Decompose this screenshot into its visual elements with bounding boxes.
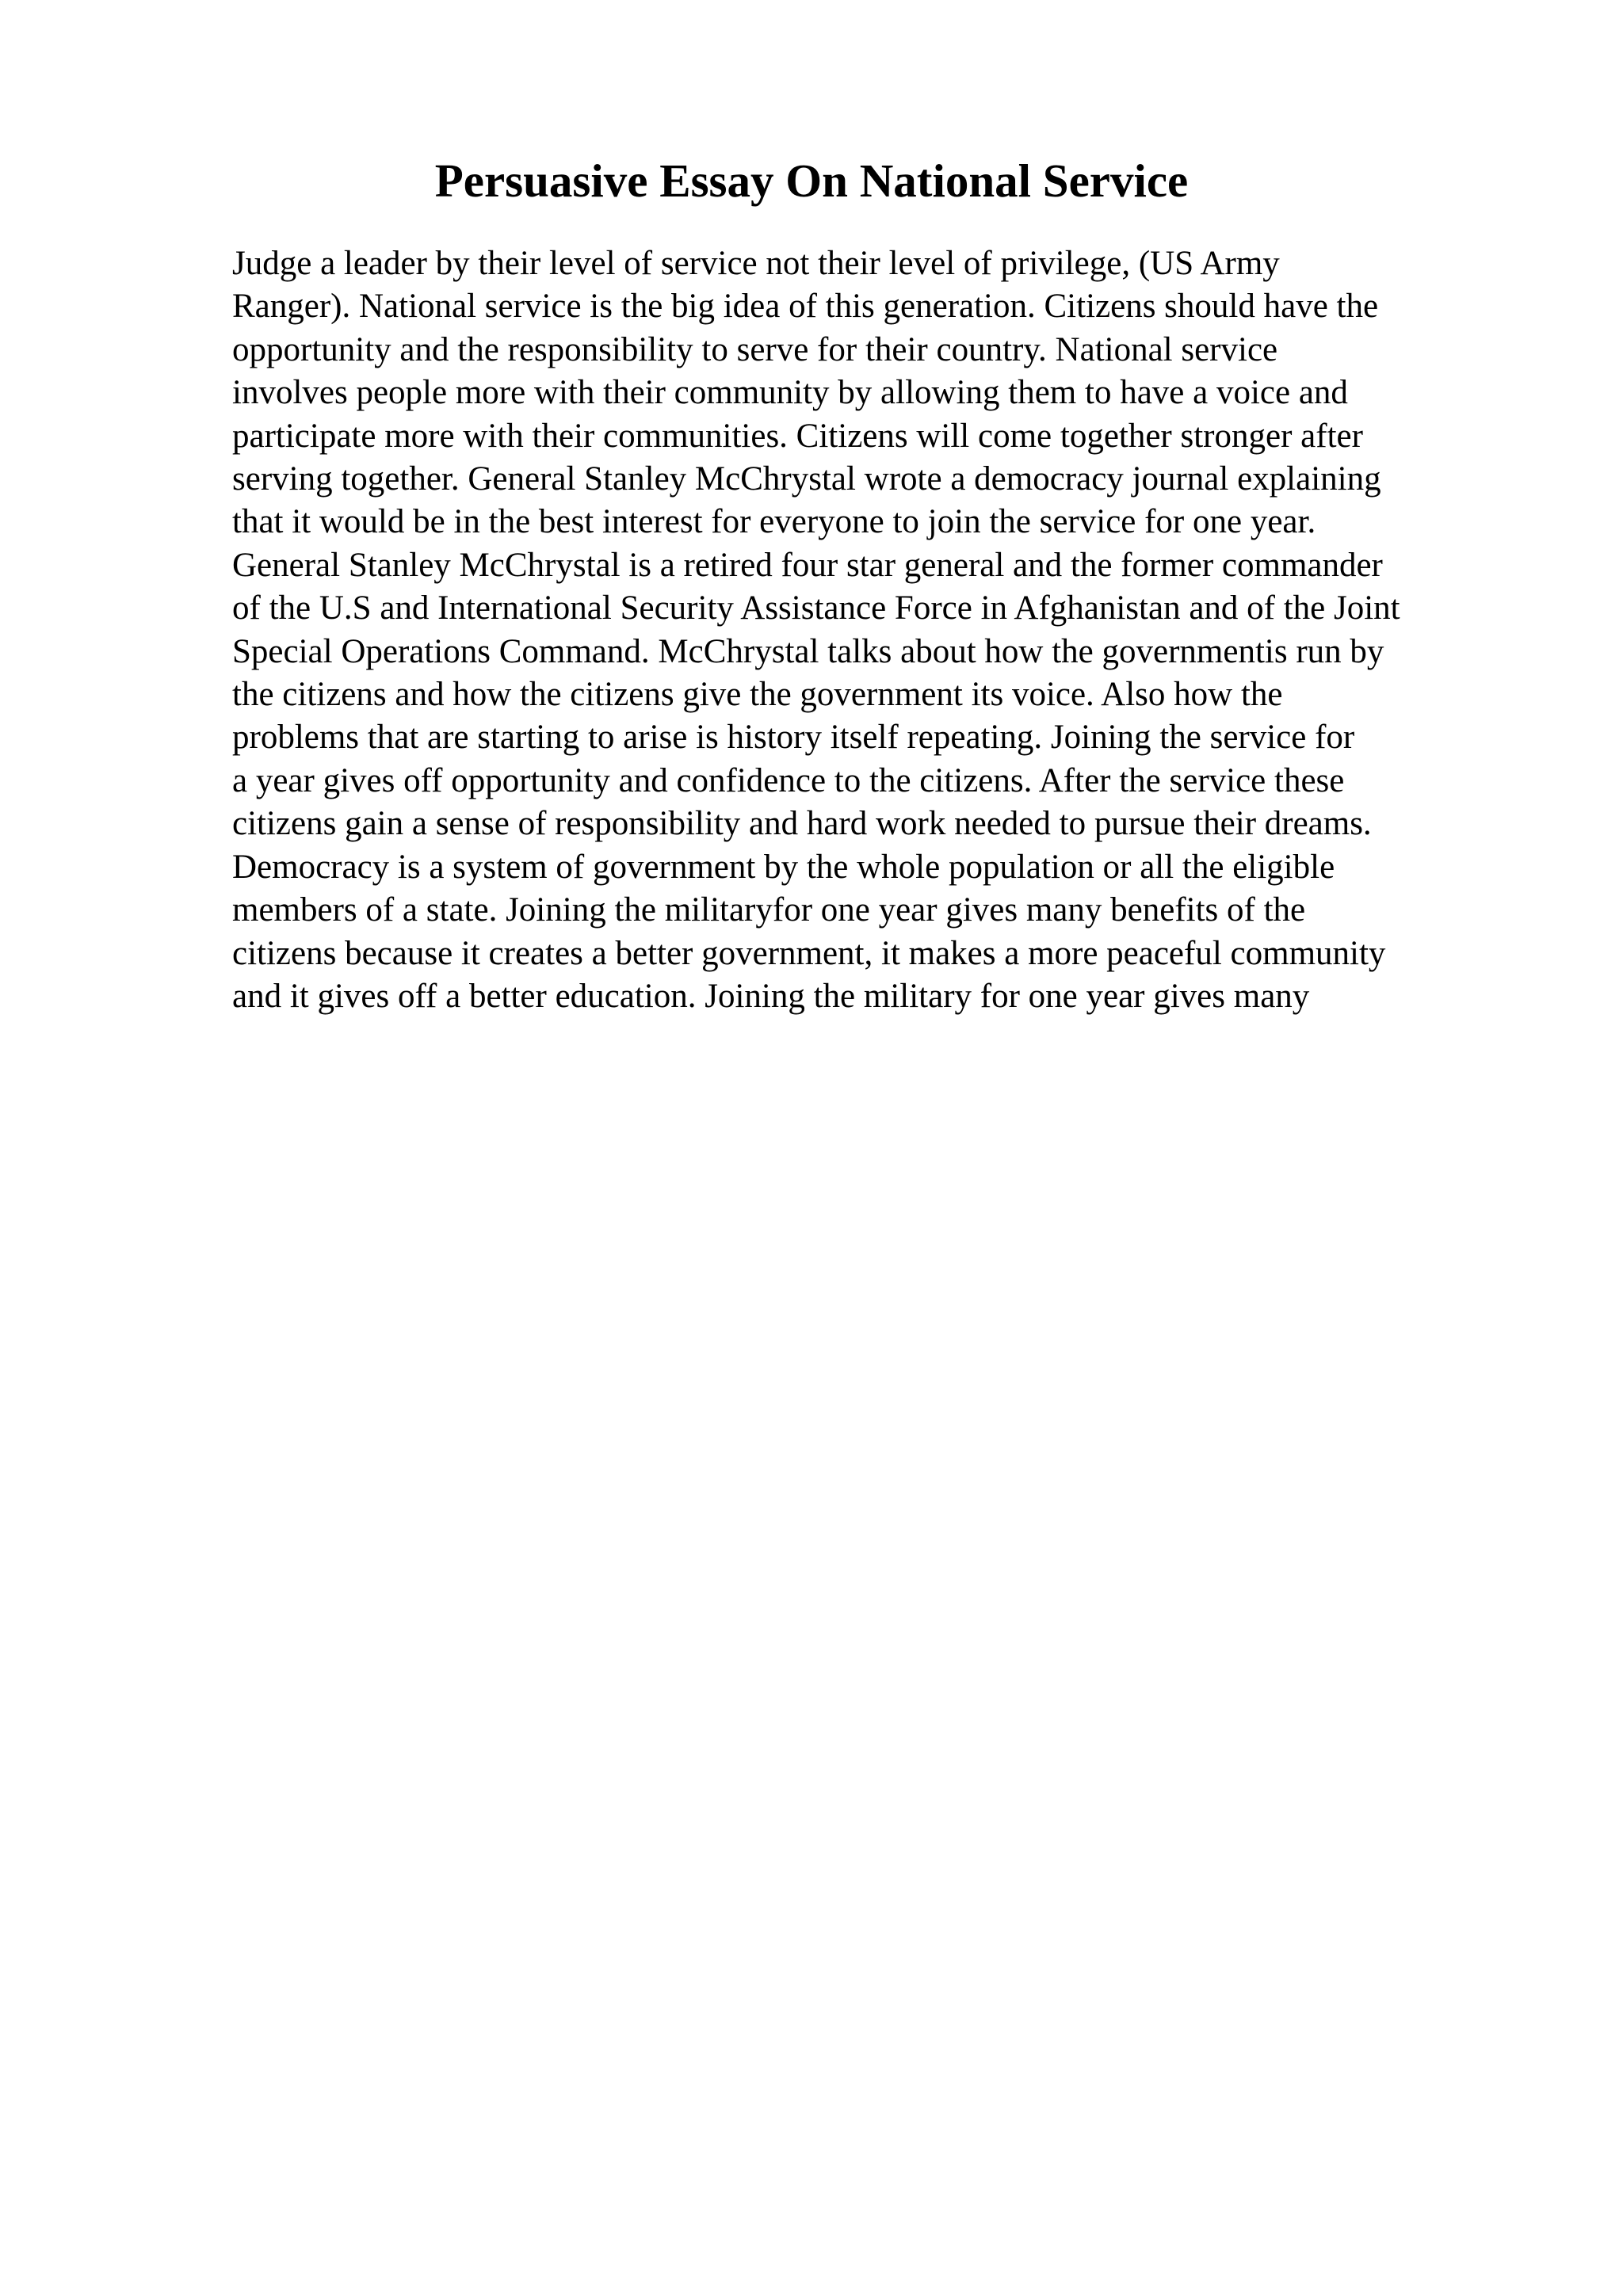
essay-line: opportunity and the responsibility to serve for their country. National service	[232, 330, 1278, 368]
essay-line: General Stanley McChrystal is a retired four star general and the former commander	[232, 546, 1383, 584]
essay-line: a year gives off opportunity and confidence to the citizens. After the service these	[232, 761, 1345, 799]
essay-line: of the U.S and International Security Assistance Force in Afghanistan and of the Joint	[232, 589, 1400, 627]
essay-line: Democracy is a system of government by the whole population or all the eligible	[232, 848, 1335, 886]
essay-line: Judge a leader by their level of service not their level of privilege, (US Army	[232, 245, 1280, 282]
document-title: Persuasive Essay On National Service	[434, 154, 1189, 207]
essay-line: citizens because it creates a better government, it makes a more peaceful community	[232, 934, 1386, 972]
essay-line: the citizens and how the citizens give the government its voice. Also how the	[232, 676, 1283, 714]
essay-line: and it gives off a better education. Joining the military for one year gives many	[232, 977, 1310, 1015]
essay-body	[232, 242, 1516, 1018]
essay-line: that it would be in the best interest for everyone to join the service for one year.	[232, 503, 1316, 541]
essay-line: citizens gain a sense of responsibility and hard work needed to pursue their dreams.	[232, 805, 1372, 843]
essay-line: Special Operations Command. McChrystal talks about how the governmentis run by	[232, 632, 1384, 670]
essay-line: participate more with their communities. Citizens will come together stronger after	[232, 417, 1363, 455]
essay-line: serving together. General Stanley McChrystal wrote a democracy journal explaining	[232, 460, 1381, 498]
essay-line: members of a state. Joining the militaryfor one year gives many benefits of the	[232, 891, 1306, 929]
essay-line: Ranger). National service is the big idea of this generation. Citizens should have the	[232, 288, 1379, 326]
essay-line: problems that are starting to arise is history itself repeating. Joining the service for	[232, 719, 1355, 757]
essay-line: involves people more with their community by allowing them to have a voice and	[232, 374, 1348, 412]
